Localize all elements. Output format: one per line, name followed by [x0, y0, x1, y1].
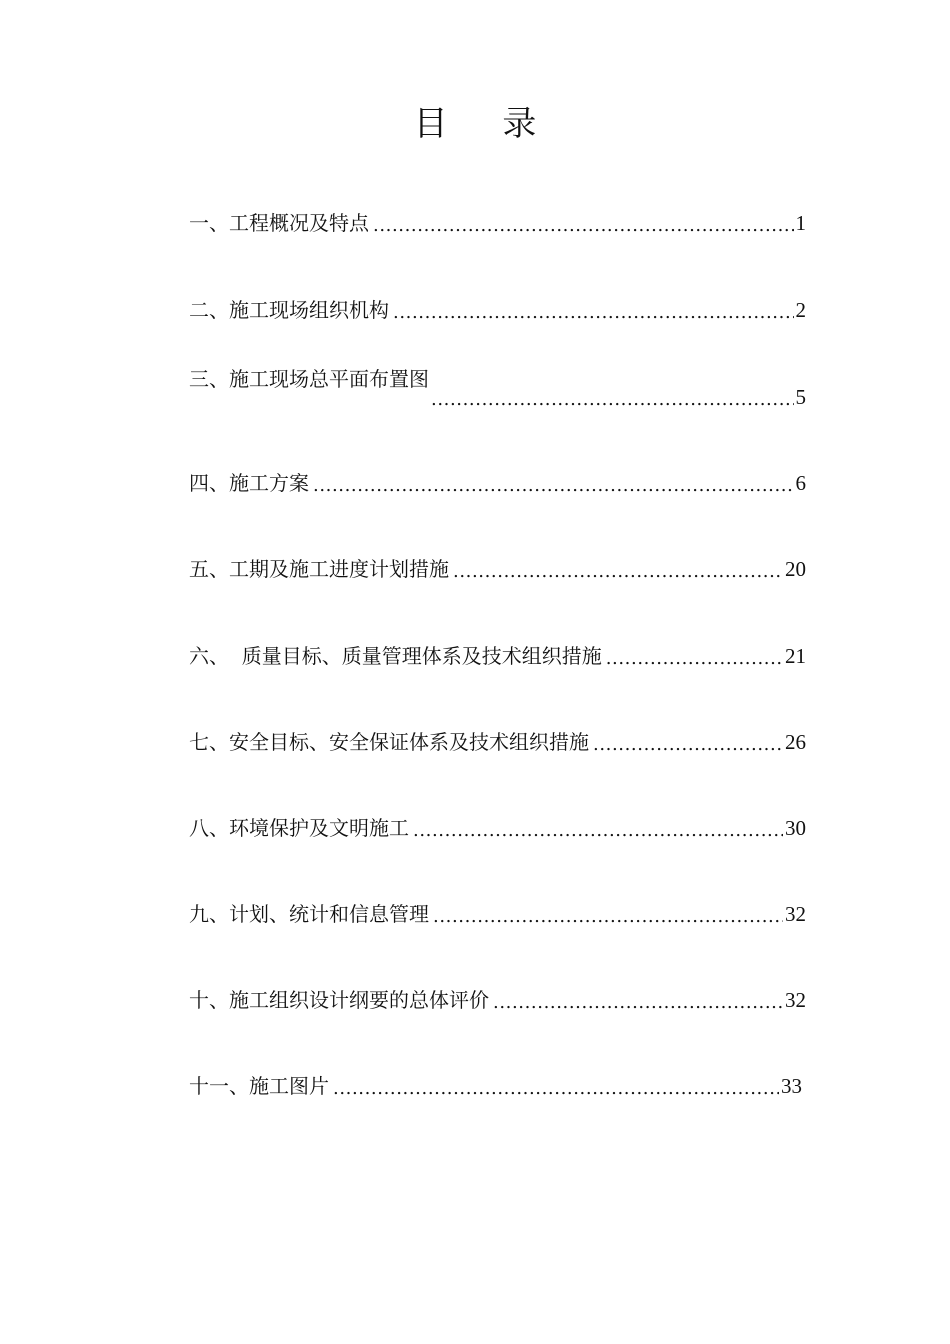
- toc-entry-1[interactable]: [189, 206, 806, 236]
- toc-entry-label: 九、计划、统计和信息管理: [189, 902, 429, 926]
- toc-entry-page: 20: [785, 557, 806, 581]
- toc-entry-label: 七、安全目标、安全保证体系及技术组织措施: [189, 730, 589, 754]
- toc-entry-page: 33: [781, 1074, 802, 1098]
- toc-entry-page: 32: [785, 988, 806, 1012]
- toc-leader-dots: [313, 470, 794, 496]
- toc-entry-8[interactable]: [189, 811, 806, 841]
- toc-entry-label: 四、施工方案: [189, 471, 309, 495]
- toc-entry-5[interactable]: [189, 552, 806, 582]
- toc-entry-page: 32: [785, 902, 806, 926]
- toc-entry-2[interactable]: [189, 293, 806, 323]
- toc-leader-dots: [413, 815, 783, 841]
- toc-entry-3[interactable]: [189, 366, 806, 410]
- toc-leader-dots: [431, 384, 794, 410]
- toc-entry-page: 26: [785, 730, 806, 754]
- toc-entry-label: 八、环境保护及文明施工: [189, 816, 409, 840]
- toc-entry-page: 30: [785, 816, 806, 840]
- toc-leader-dots: [606, 643, 783, 669]
- toc-entry-10[interactable]: [189, 983, 806, 1013]
- toc-entry-page: 1: [795, 211, 806, 235]
- toc-leader-dots: [393, 297, 794, 323]
- toc-entry-page: 6: [795, 471, 806, 495]
- toc-entry-label: 二、施工现场组织机构: [189, 298, 389, 322]
- toc-entry-9[interactable]: [189, 897, 806, 927]
- toc-entry-label: 一、工程概况及特点: [189, 211, 369, 235]
- toc-leader-dots: [593, 729, 783, 755]
- page-title: 目 录: [413, 104, 559, 144]
- toc-entry-label: 三、施工现场总平面布置图: [189, 367, 429, 391]
- toc-entry-4[interactable]: [189, 466, 806, 496]
- toc-leader-dots: [493, 987, 783, 1013]
- toc-leader-dots: [433, 901, 783, 927]
- toc-entry-6[interactable]: [189, 639, 806, 669]
- toc-entry-label: 五、工期及施工进度计划措施: [189, 557, 449, 581]
- toc-entry-label: 六、 质量目标、质量管理体系及技术组织措施: [189, 644, 602, 668]
- toc-entry-page: 5: [795, 385, 806, 409]
- toc-entry-page: 2: [795, 298, 806, 322]
- toc-entry-7[interactable]: [189, 725, 806, 755]
- toc-entry-11[interactable]: [189, 1069, 802, 1099]
- toc-leader-dots: [333, 1073, 779, 1099]
- toc-leader-dots: [373, 210, 794, 236]
- toc-entry-label: 十、施工组织设计纲要的总体评价: [189, 988, 489, 1012]
- toc-leader-dots: [453, 556, 783, 582]
- toc-entry-page: 21: [785, 644, 806, 668]
- toc-entry-label: 十一、施工图片: [189, 1074, 329, 1098]
